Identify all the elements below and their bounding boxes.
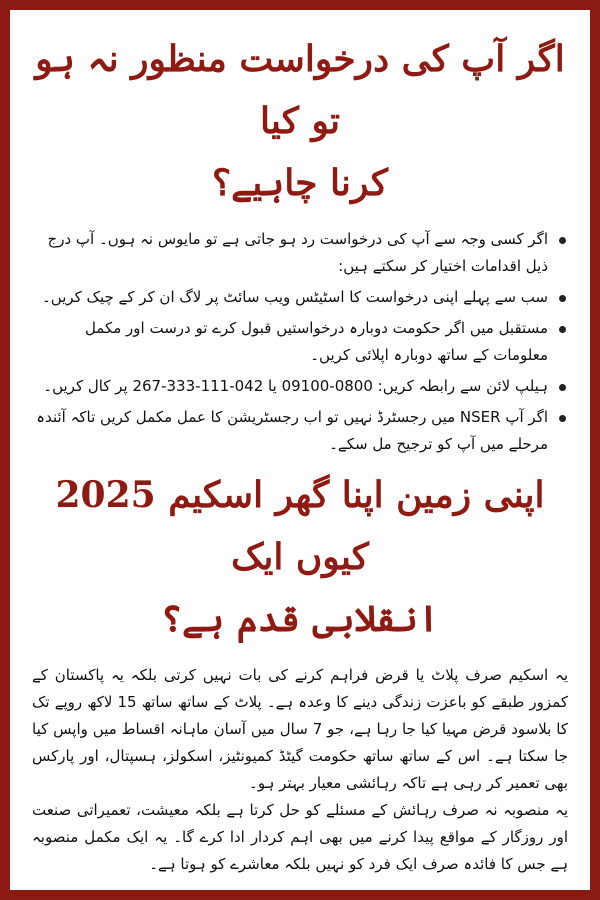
scheme-paragraph-2: یہ منصوبہ نہ صرف رہائش کے مسئلے کو حل کرتا ہے بلکہ معیشت، تعمیراتی صنعت اور روزگار کے مواقع پیدا کرنے میں بھی اہم کردار ادا کرے گا۔ یہ ایک مکمل منصوبہ ہے جس کا فائدہ صرف ایک فرد کو نہیں بلکہ معاشرے کو ہوتا ہے۔ bbox=[32, 801, 568, 873]
list-item: ہیلپ لائن سے رابطہ کریں: 0800-09100 یا 042-111-333-267 پر کال کریں۔ bbox=[32, 373, 548, 400]
action-steps-list bbox=[32, 226, 568, 458]
section2-heading-line-2: انقلابی قدم ہے؟ bbox=[160, 598, 440, 640]
list-item: سب سے پہلے اپنی درخواست کا اسٹیٹس ویب سائٹ پر لاگ ان کر کے چیک کریں۔ bbox=[32, 284, 548, 311]
list-item: اگر آپ NSER میں رجسٹرڈ نہیں تو اب رجسٹریشن کا عمل مکمل کریں تاکہ آئندہ مرحلے میں آپ کو ترجیح مل سکے۔ bbox=[32, 404, 548, 458]
section1-heading bbox=[32, 28, 568, 214]
list-item: مستقبل میں اگر حکومت دوبارہ درخواستیں قبول کرے تو درست اور مکمل معلومات کے ساتھ دوبارہ اپلائی کریں۔ bbox=[32, 315, 548, 369]
list-item: اگر کسی وجہ سے آپ کی درخواست رد ہو جاتی ہے تو مایوس نہ ہوں۔ آپ درج ذیل اقدامات اختیار کر سکتے ہیں: bbox=[32, 226, 548, 280]
article-card bbox=[10, 10, 590, 890]
scheme-paragraph-1: یہ اسکیم صرف پلاٹ یا قرض فراہم کرنے کی بات نہیں کرتی بلکہ یہ پاکستان کے کمزور طبقے کو باعزت زندگی دینے کا وعدہ ہے۔ پلاٹ کے ساتھ ساتھ 15 لاکھ روپے تک کا بلاسود قرض مہیا کیا جا رہا ہے، جو 7 سال میں آسان ماہانہ اقساط میں واپس کیا جا سکتا ہے۔ اس کے ساتھ ساتھ حکومت گیٹڈ کمیونٹیز، اسکولز، ہسپتال، اور پارکس بھی تعمیر کر رہی ہے تاکہ رہائشی معیار بہتر ہو۔ bbox=[32, 666, 569, 792]
section1-heading-line-1: اگر آپ کی درخواست منظور نہ ہو تو کیا bbox=[35, 38, 565, 142]
section2-heading bbox=[32, 464, 568, 650]
section2-heading-line-1: اپنی زمین اپنا گھر اسکیم 2025 کیوں ایک bbox=[55, 474, 545, 578]
section1-heading-line-2: کرنا چاہیے؟ bbox=[212, 162, 388, 204]
